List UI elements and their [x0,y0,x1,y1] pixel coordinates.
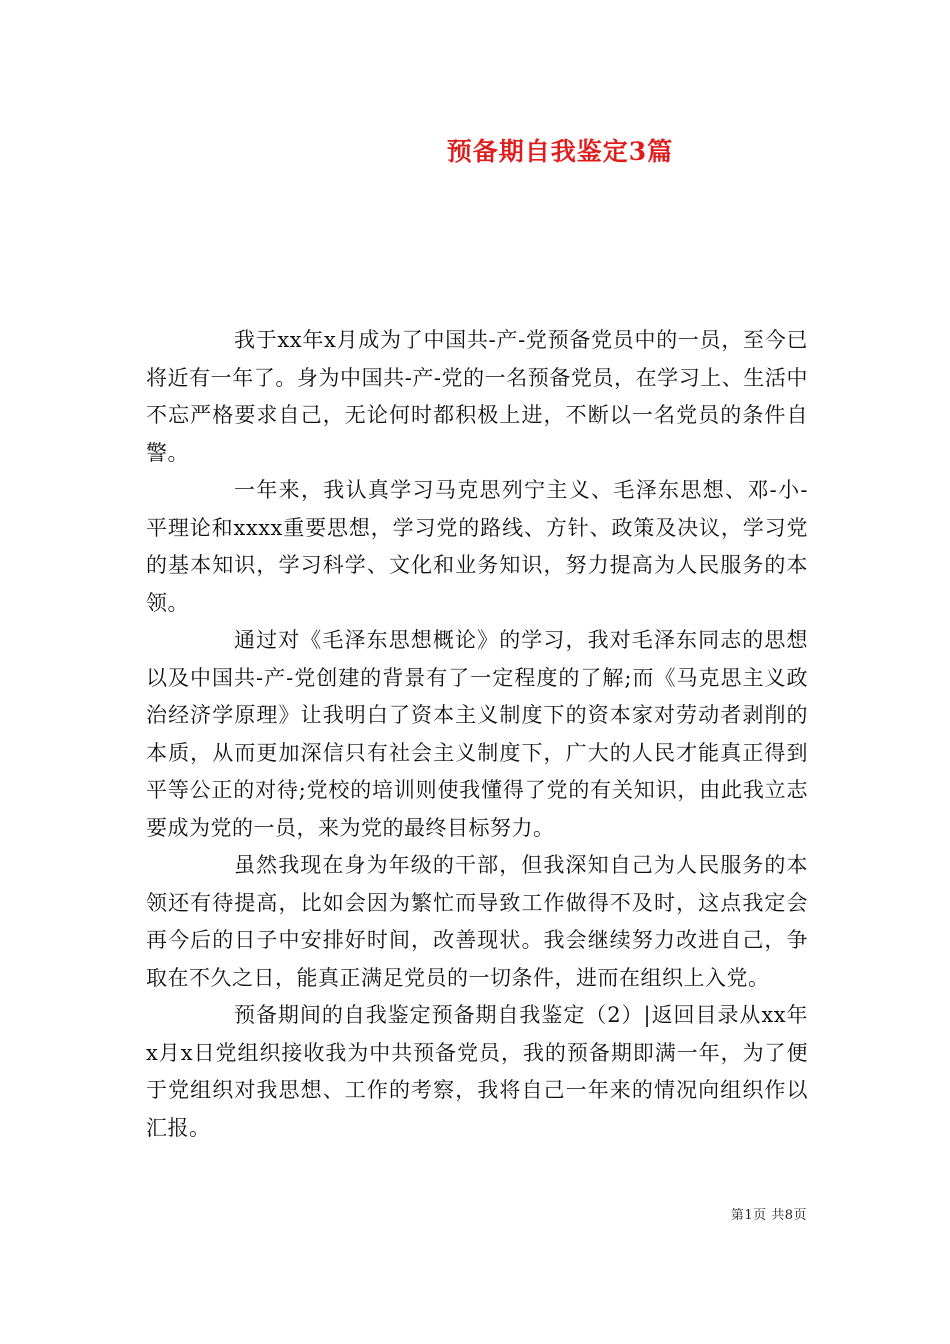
document-body [146,322,808,1147]
document-title: 预备期自我鉴定3篇 [446,137,674,166]
paragraph: 虽然我现在身为年级的干部，但我深知自己为人民服务的本领还有待提高，比如会因为繁忙而导致工作做得不及时，这点我定会再今后的日子中安排好时间，改善现状。我会继续努力改进自己，争取在不久之日，能真正满足党员的一切条件，进而在组织上入党。 [146,853,808,990]
page-number-footer: 第1页 共8页 [730,1208,807,1223]
paragraph: 我于xx年x月成为了中国共-产-党预备党员中的一员，至今已将近有一年了。身为中国共-产-党的一名预备党员，在学习上、生活中不忘严格要求自己，无论何时都积极上进，不断以一名党员的条件自警。 [146,328,808,465]
paragraph: 一年来，我认真学习马克思列宁主义、毛泽东思想、邓-小-平理论和xxxx重要思想，学习党的路线、方针、政策及决议，学习党的基本知识，学习科学、文化和业务知识，努力提高为人民服务的本领。 [146,478,808,615]
paragraph: 预备期间的自我鉴定预备期自我鉴定（2）|返回目录从xx年x月x日党组织接收我为中共预备党员，我的预备期即满一年，为了便于党组织对我思想、工作的考察，我将自己一年来的情况向组织作以汇报。 [146,1003,808,1140]
paragraph: 通过对《毛泽东思想概论》的学习，我对毛泽东同志的思想以及中国共-产-党创建的背景有了一定程度的了解;而《马克思主义政治经济学原理》让我明白了资本主义制度下的资本家对劳动者剥削的本质，从而更加深信只有社会主义制度下，广大的人民才能真正得到平等公正的对待;党校的培训则使我懂得了党的有关知识，由此我立志要成为党的一员，来为党的最终目标努力。 [146,628,808,840]
